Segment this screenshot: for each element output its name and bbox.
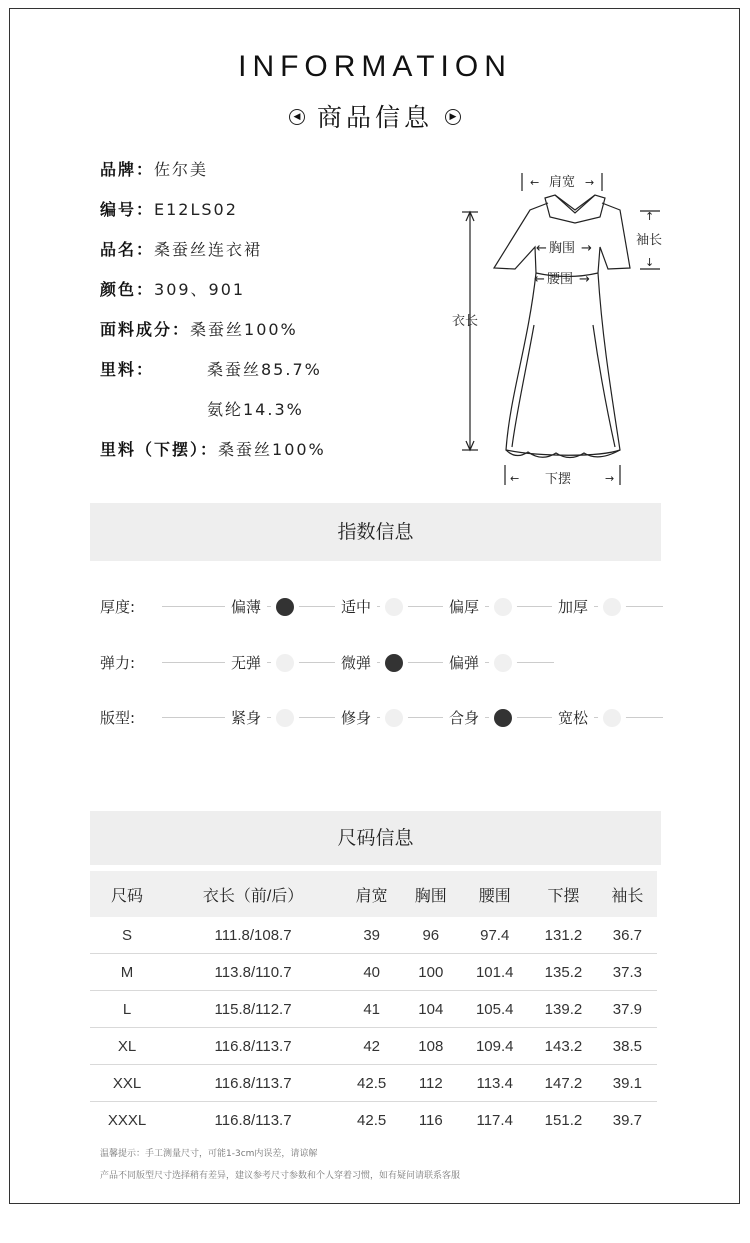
size-header-cell: 腰围: [460, 871, 529, 917]
index-dot: [603, 598, 621, 616]
spec-brand: 品牌：佐尔美: [100, 160, 209, 179]
table-cell: 37.9: [598, 991, 657, 1028]
title-chinese: [0, 98, 750, 134]
table-cell: 113.4: [460, 1065, 529, 1102]
index-dot: [385, 598, 403, 616]
index-row-label: 弹力:: [100, 654, 136, 672]
label-chest: 胸围: [549, 241, 576, 256]
table-cell: 112: [401, 1065, 460, 1102]
size-header-cell: 袖长: [598, 871, 657, 917]
table-row: [90, 1028, 657, 1065]
table-cell: M: [90, 954, 164, 991]
table-cell: 135.2: [529, 954, 598, 991]
svg-text:←: ←: [536, 241, 547, 256]
index-option: 修身: [335, 703, 377, 733]
label-shoulder: 肩宽: [549, 175, 576, 190]
index-dot: [494, 654, 512, 672]
index-option: 无弹: [225, 648, 267, 678]
table-row: [90, 991, 657, 1028]
index-row: [0, 592, 750, 622]
index-dot: [276, 654, 294, 672]
index-dot-selected: [385, 654, 403, 672]
spec-hem-lining: 里料（下摆）：桑蚕丝100%: [100, 440, 326, 459]
index-dot: [385, 709, 403, 727]
table-cell: 97.4: [460, 917, 529, 954]
table-row: [90, 1065, 657, 1102]
size-header-cell: 下摆: [529, 871, 598, 917]
arrow-right-icon: ▶: [445, 109, 461, 125]
svg-text:↑: ↑: [645, 210, 655, 223]
index-option: 紧身: [225, 703, 267, 733]
table-cell: 39.7: [612, 1111, 642, 1129]
table-cell: 100: [401, 954, 460, 991]
index-option: 加厚: [552, 592, 594, 622]
size-header-cell: 肩宽: [342, 871, 401, 917]
note-line-2: 产品不同版型尺寸选择稍有差异，建议参考尺寸参数和个人穿着习惯，如有疑问请联系客服: [100, 1171, 461, 1181]
svg-text:→: →: [579, 272, 590, 287]
table-cell: S: [90, 917, 164, 954]
spec-fabric: 面料成分：桑蚕丝100%: [100, 320, 298, 339]
svg-text:←: ←: [510, 472, 520, 485]
table-cell: 101.4: [460, 954, 529, 991]
index-row-label: 厚度:: [100, 598, 136, 616]
table-cell: 36.7: [598, 917, 657, 954]
svg-text:→: →: [585, 176, 595, 189]
svg-text:←: ←: [530, 176, 540, 189]
table-cell: 111.8/108.7: [164, 917, 342, 954]
note-line-1: 温馨提示：手工测量尺寸，可能1-3cm内误差，请谅解: [100, 1149, 318, 1159]
index-dot: [603, 709, 621, 727]
table-cell: 147.2: [529, 1065, 598, 1102]
label-length: 衣长: [452, 314, 479, 329]
label-sleeve: 袖长: [636, 233, 663, 248]
table-cell: 38.5: [598, 1028, 657, 1065]
index-option: 宽松: [552, 703, 594, 733]
table-cell: 116.8/113.7: [164, 1065, 342, 1102]
size-header-cell: 胸围: [401, 871, 460, 917]
svg-text:↓: ↓: [645, 256, 655, 269]
title-english: INFORMATION: [238, 50, 512, 83]
label-waist: 腰围: [547, 272, 574, 287]
spec-code: 编号：E12LS02: [100, 200, 238, 219]
index-option: 偏弹: [443, 648, 485, 678]
table-cell: XXL: [90, 1065, 164, 1102]
table-cell: 39: [342, 917, 401, 954]
table-cell: 41: [342, 991, 401, 1028]
table-cell: 116.8/113.7: [214, 1111, 292, 1129]
table-cell: 37.3: [598, 954, 657, 991]
arrow-left-icon: ◀: [289, 109, 305, 125]
spec-color: 颜色：309、901: [100, 280, 246, 299]
size-table: [90, 871, 657, 1138]
size-title: 尺码信息: [90, 811, 661, 865]
table-cell: 151.2: [544, 1111, 583, 1129]
table-row: [90, 954, 657, 991]
title-chinese-text: 商品信息: [316, 103, 433, 132]
table-row: [90, 917, 657, 954]
table-cell: XL: [90, 1028, 164, 1065]
table-cell: 40: [342, 954, 401, 991]
table-cell: 131.2: [529, 917, 598, 954]
svg-text:←: ←: [534, 272, 545, 287]
svg-text:→: →: [581, 241, 592, 256]
table-cell: XXXL: [107, 1111, 147, 1129]
table-cell: 109.4: [460, 1028, 529, 1065]
dress-diagram: [450, 165, 680, 495]
table-cell: 116.8/113.7: [164, 1028, 342, 1065]
index-row-label: 版型:: [100, 709, 136, 727]
table-cell: 116: [418, 1111, 443, 1129]
index-option: 微弹: [335, 648, 377, 678]
index-option: 适中: [335, 592, 377, 622]
table-cell: 96: [401, 917, 460, 954]
label-hem: 下摆: [545, 472, 572, 487]
table-cell: 117.4: [476, 1111, 513, 1129]
index-row: [0, 703, 750, 733]
table-cell: 105.4: [460, 991, 529, 1028]
table-cell: L: [90, 991, 164, 1028]
spec-lining: 里料： 桑蚕丝85.7%: [100, 360, 322, 379]
table-cell: 139.2: [529, 991, 598, 1028]
svg-text:→: →: [605, 472, 615, 485]
index-title: 指数信息: [90, 503, 661, 561]
table-cell: 143.2: [529, 1028, 598, 1065]
table-cell: 42: [342, 1028, 401, 1065]
spec-lining-2: 氨纶14.3%: [207, 400, 304, 419]
table-cell: 115.8/112.7: [164, 991, 342, 1028]
table-cell: 108: [401, 1028, 460, 1065]
index-option: 偏薄: [225, 592, 267, 622]
index-option: 偏厚: [443, 592, 485, 622]
size-header-cell: 尺码: [90, 871, 164, 917]
index-row: [0, 648, 750, 678]
index-dot-selected: [494, 709, 512, 727]
size-header-cell: 衣长（前/后）: [164, 871, 342, 917]
table-row: [90, 1102, 657, 1139]
index-dot: [276, 709, 294, 727]
table-cell: 39.1: [598, 1065, 657, 1102]
table-cell: 113.8/110.7: [164, 954, 342, 991]
index-dot-selected: [276, 598, 294, 616]
table-cell: 104: [401, 991, 460, 1028]
spec-name: 品名：桑蚕丝连衣裙: [100, 240, 263, 259]
index-option: 合身: [443, 703, 485, 733]
table-cell: 42.5: [342, 1065, 401, 1102]
index-dot: [494, 598, 512, 616]
table-cell: 42.5: [357, 1111, 387, 1129]
